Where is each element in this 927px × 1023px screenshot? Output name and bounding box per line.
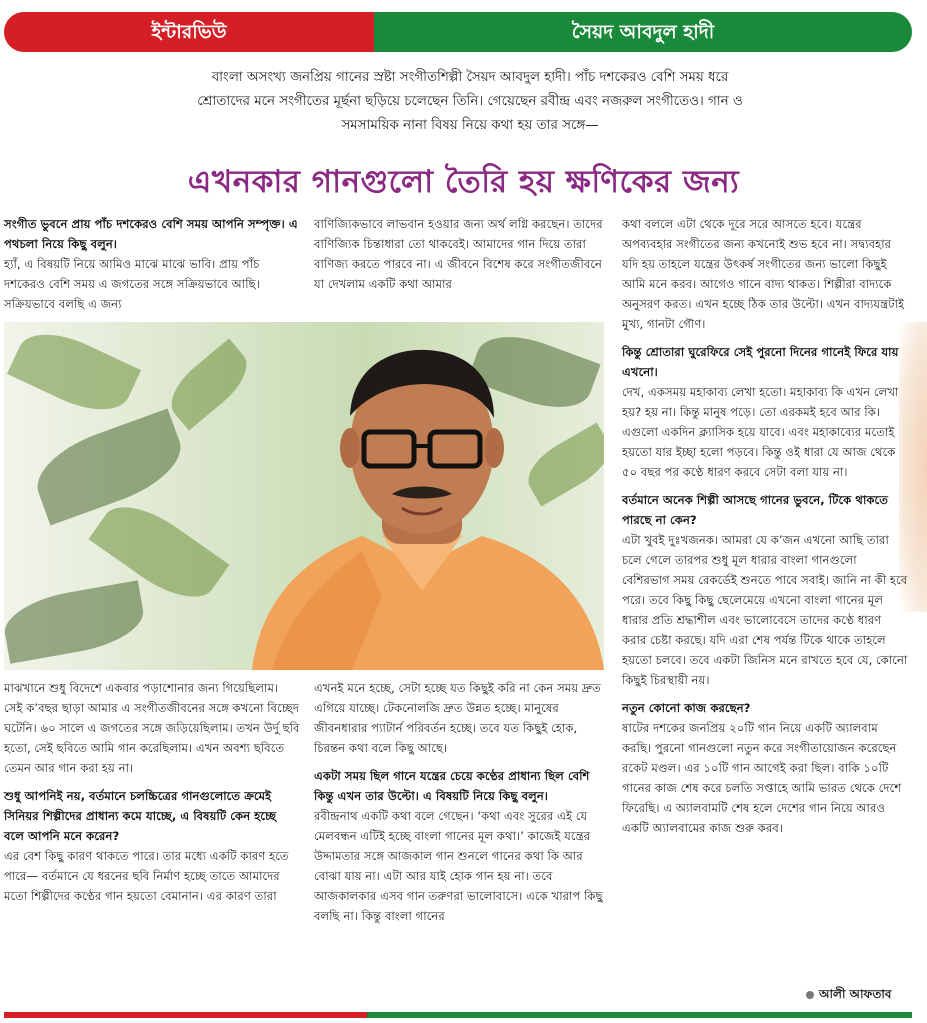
author-name: আলী আফতাব: [819, 987, 892, 1001]
column-1-bottom: [4, 678, 300, 906]
answer-4: দেখ, একসময় মহাকাব্য লেখা হতো। মহাকাব্য কি এখন লেখা হয়? হয় না। কিন্তু মানুষ পড়ে। তো এরকমই হবে আর কি। এগুলো একদিন ক্ল্যাসিক হয়ে যাবে। এবং মহাকাব্যের মতোই হয়তো যার ইচ্ছা হলো পড়বে। কিন্তু ওই ধারা যে আজ থেকে ৫০ বছর পর কণ্ঠে ধারণ করবে সেটা বলা যায় না।: [622, 385, 899, 479]
answer-1-continued: মাঝখানে শুধু বিদেশে একবার পড়াশোনার জন্য গিয়েছিলাম। সেই ক’বছর ছাড়া আমার এ সংগীতজীবনের সঙ্গে কখনো বিচ্ছেদ ঘটেনি। ৬০ সালে এ জগতের সঙ্গে জড়িয়েছিলাম। তখন উর্দু ছবি হতো, সেই ছবিতে আমি গান করেছিলাম। এখন অবশ্য ছবিতে তেমন আর গান করা হয় না।: [4, 681, 300, 775]
answer-5: এটা খুবই দুঃখজনক। আমরা যে ক’জন এখনো আছি তারা চলে গেলে তারপর শুধু মূল ধারার বাংলা গানগুলো বেশিরভাগ সময় রেকর্ডেই শুনতে পাবে সবাই। জানি না কী হবে পরে। তবে কিছু কিছু ছেলেমেয়ে এখনো বাংলা গানের মূল ধারার প্রতি শ্রদ্ধাশীল এবং ভালোবেসে তাদের কণ্ঠে ধারণ করার চেষ্টা করছে। যদি এরা শেষ পর্যন্ত টিকে থাকে তাহলে হয়তো চলবে। তবে একটা জিনিস মনে রাখতে হবে যে, কোনো কিছুই চিরস্থায়ী নয়।: [622, 533, 908, 687]
bullet-icon: [806, 991, 814, 999]
answer-1: হ্যাঁ, এ বিষয়টি নিয়ে আমিও মাঝে মাঝে ভাবি। প্রায় পাঁচ দশকেরও বেশি সময় এ জগতের সঙ্গে সক্রিয়ভাবে আছি। সক্রিয়ভাবে বলছি এ জন্য: [4, 257, 260, 311]
answer-6: ষাটের দশকের জনপ্রিয় ২০টি গান নিয়ে একটি অ্যালবাম করছি। পুরনো গানগুলো নতুন করে সংগীতায়োজন করেছেন রকেট মণ্ডল। এর ১০টি গান আগেই করা ছিল। বাকি ১০টি গানের কাজ শেষ করে চলতি সপ্তাহে আমি ভারত থেকে দেশে ফিরেছি। এ অ্যালবামটি শেষ হলে দেশের গান নিয়ে আরও একটি অ্যালবামের কাজ শুরু করব।: [622, 721, 902, 835]
question-2: শুধু আপনিই নয়, বর্তমানে চলচ্চিত্রের গানগুলোতে ক্রমেই সিনিয়র শিল্পীদের প্রাধান্য কমে যাচ্ছে, এ বিষয়টি কেন হচ্ছে বলে আপনি মনে করেন?: [4, 789, 277, 843]
section-banner: [4, 12, 912, 52]
interviewee-photo: [4, 322, 604, 670]
question-5: বর্তমানে অনেক শিল্পী আসছে গানের ভুবনে, টিকে থাকতে পারছে না কেন?: [622, 493, 889, 527]
intro-line: সমসাময়িক নানা বিষয় নিয়ে কথা হয় তার সঙ্গে—: [341, 118, 599, 133]
answer-3-continued: কথা বললে এটা থেকে দূরে সরে আসতে হবে। যন্ত্রের অপব্যবহার সংগীতের জন্য কখনোই শুভ হবে না। সদ্ব্যবহার যদি হয় তাহলে যন্ত্রের উৎকর্ষ সংগীতের জন্য ভালো কিছুই আমি মনে করব। আগেও গানে বাদ্য থাকত। শিল্পীরা বাদ্যকে অনুসরণ করত। এখন হচ্ছে ঠিক তার উল্টো। এখন বাদ্যযন্ত্রটাই মুখ্য, গানটা গৌণ।: [622, 217, 905, 331]
column-1-top: [4, 214, 304, 314]
intro-line: বাংলা অসংখ্য জনপ্রিয় গানের স্রষ্টা সংগীতশিল্পী সৈয়দ আবদুল হাদী। পাঁচ দশকেরও বেশি সময় ধরে: [211, 70, 729, 85]
article-headline: এখনকার গানগুলো তৈরি হয় ক্ষণিকের জন্য: [187, 164, 740, 200]
answer-text-continued: এখনই মনে হচ্ছে, সেটা হচ্ছে যত কিছুই করি না কেন সময় দ্রুত এগিয়ে যাচ্ছে। টেকনোলজি দ্রুত উন্নত হচ্ছে। মানুষের জীবনধারার প্যাটার্ন পরিবর্তন হচ্ছে। তবে যত কিছুই হোক, চিরন্তন কথা বলে কিছু আছে।: [314, 681, 601, 755]
answer-text: বাণিজ্যিকভাবে লাভবান হওয়ার জন্য অর্থ লগ্নি করছেন। তাদের বাণিজ্যিক চিন্তাধারা তো থাকবেই। আমাদের গান দিয়ে তারা বাণিজ্য করতে পারবে না। এ জীবনে বিশেষ করে সংগীতজীবনে যা দেখলাম একটি কথা আমার: [314, 217, 603, 291]
author-byline: [806, 986, 891, 1006]
column-2-bottom: [314, 678, 604, 926]
question-1: সংগীত ভুবনে প্রায় পাঁচ দশকেরও বেশি সময় আপনি সম্পৃক্ত। এ পথচলা নিয়ে কিছু বলুন।: [4, 217, 298, 251]
intro-paragraph: [60, 66, 880, 138]
interviewee-name: সৈয়দ আবদুল হাদী: [374, 12, 912, 52]
question-4: কিন্তু শ্রোতারা ঘুরেফিরে সেই পুরনো দিনের গানেই ফিরে যায় এখনো।: [622, 345, 899, 379]
question-6: নতুন কোনো কাজ করছেন?: [622, 701, 751, 715]
bottom-rule: [4, 1012, 912, 1018]
question-3: একটা সময় ছিল গানে যন্ত্রের চেয়ে কণ্ঠের প্রাধান্য ছিল বেশি কিন্তু এখন তার উল্টো। এ বিষয়টি নিয়ে কিছু বলুন।: [314, 769, 590, 803]
section-label: ইন্টারভিউ: [4, 12, 374, 52]
column-3: [622, 214, 908, 838]
answer-2: এর বেশ কিছু কারণ থাকতে পারে। তার মধ্যে একটি কারণ হতে পারে— বর্তমানে যে ধরনের ছবি নির্মাণ হচ্ছে তাতে আমাদের মতো শিল্পীদের কণ্ঠের গান হয়তো বেমানান। এর কারণ তারা: [4, 849, 289, 903]
intro-line: শ্রোতাদের মনে সংগীতের মূর্ছনা ছড়িয়ে চলেছেন তিনি। গেয়েছেন রবীন্দ্র এবং নজরুল সংগীতেও। গান ও: [197, 94, 743, 109]
column-2-top: [314, 214, 604, 294]
answer-3: রবীন্দ্রনাথ একটি কথা বলে গেছেন। ‘কথা এবং সুরের এই যে মেলবন্ধন এটিই হচ্ছে বাংলা গানের মূল কথা।’ কাজেই যন্ত্রের উদ্দামতার সঙ্গে আজকাল গান শুনলে গানের কথা কি আর বোঝা যায় না। এটা আর যাই হোক গান হয় না। তবে আজকালকার এসব গান তরুণরা ভালোবাসে। একে খারাপ কিছু বলছি না। কিন্তু বাংলা গানের: [314, 809, 603, 923]
man-portrait-icon: [232, 336, 604, 670]
